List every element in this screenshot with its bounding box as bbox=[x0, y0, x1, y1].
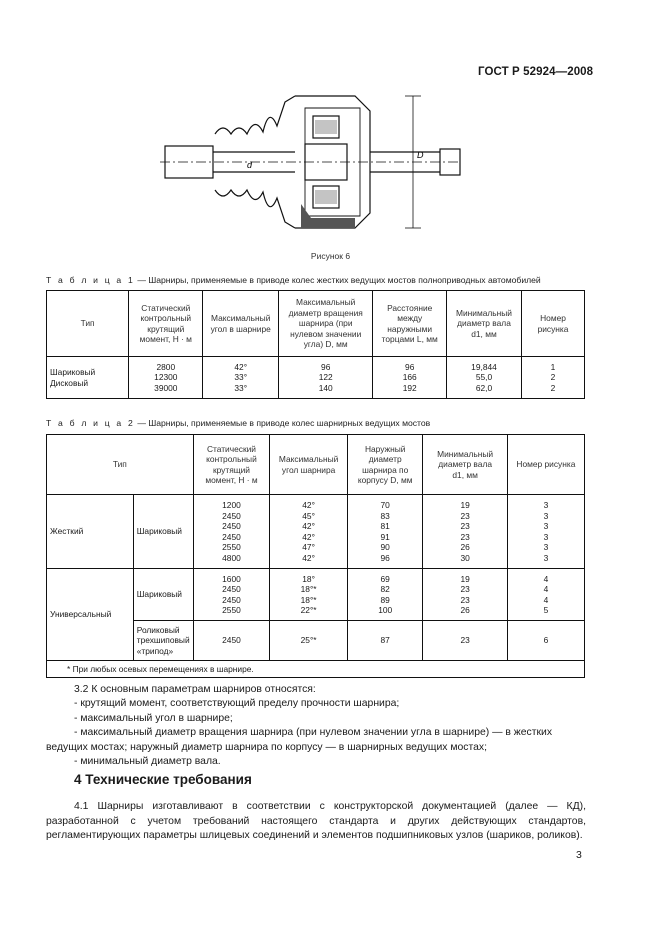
table1-caption-prefix: Т а б л и ц а 1 bbox=[46, 275, 135, 285]
clause-3-2 bbox=[46, 683, 586, 769]
t2-g0-fig: 3 3 3 3 3 3 bbox=[507, 495, 584, 569]
figure-6-drawing bbox=[155, 86, 475, 246]
t1-h-type: Тип bbox=[47, 291, 129, 357]
table-row bbox=[47, 495, 585, 569]
document-standard-number: ГОСТ Р 52924—2008 bbox=[478, 66, 594, 78]
table1-caption bbox=[46, 275, 541, 285]
t2-g0-shaft: 19 23 23 23 26 30 bbox=[423, 495, 507, 569]
t2-g0-diam: 70 83 81 91 90 96 bbox=[347, 495, 423, 569]
t1-type: Шариковый Дисковый bbox=[47, 357, 129, 399]
table-row bbox=[47, 569, 585, 621]
label-D: D bbox=[417, 150, 424, 160]
t2-g1-diam: 69 82 89 100 bbox=[347, 569, 423, 621]
t2-g2-shaft: 23 bbox=[423, 621, 507, 661]
t1-h-dist: Расстояние между наружными торцами L, мм bbox=[373, 291, 447, 357]
list-item: - максимальный диаметр вращения шарнира (при нулевом значении угла в шарнире) — в жестких bbox=[74, 727, 553, 739]
t1-angle: 42° 33° 33° bbox=[203, 357, 279, 399]
t2-h-fig: Номер рисунка bbox=[507, 435, 584, 495]
table1-caption-text: — Шарниры, применяемые в приводе колес жестких ведущих мостов полноприводных автомобилей bbox=[134, 275, 541, 285]
t1-shaft: 19,844 55,0 62,0 bbox=[446, 357, 521, 399]
t1-h-diam: Максимальный диаметр вращения шарнира (при нулевом значении угла) D, мм bbox=[278, 291, 372, 357]
t2-g0-type: Жесткий bbox=[47, 495, 134, 569]
t2-g1-angle: 18° 18°* 18°* 22°* bbox=[270, 569, 348, 621]
t1-diam: 96 122 140 bbox=[278, 357, 372, 399]
t2-g2-subtype: Роликовый трехшиповый «трипод» bbox=[133, 621, 193, 661]
section-4-heading: 4 Технические требования bbox=[74, 772, 252, 787]
t2-g0-subtype: Шариковый bbox=[133, 495, 193, 569]
t2-g1-subtype: Шариковый bbox=[133, 569, 193, 621]
table-1 bbox=[46, 290, 585, 399]
table2-caption bbox=[46, 418, 430, 428]
list-item: - максимальный угол в шарнире; bbox=[74, 712, 233, 724]
clause-3-2-intro: 3.2 К основным параметрам шарниров относятся: bbox=[74, 684, 316, 695]
table2-header-row bbox=[47, 435, 585, 495]
t2-h-angle: Максимальный угол шарнира bbox=[270, 435, 348, 495]
t1-h-fig: Номер рисунка bbox=[522, 291, 585, 357]
boot-bottom bbox=[215, 190, 295, 228]
table1-header-row bbox=[47, 291, 585, 357]
t2-h-shaft: Минимальный диаметр вала d1, мм bbox=[423, 435, 507, 495]
list-item: - минимальный диаметр вала. bbox=[74, 756, 221, 768]
t2-g2-angle: 25°* bbox=[270, 621, 348, 661]
table2-footnote: * При любых осевых перемещениях в шарнире. bbox=[47, 661, 585, 678]
t1-h-shaft: Минимальный диаметр вала d1, мм bbox=[446, 291, 521, 357]
t1-torque: 2800 12300 39000 bbox=[129, 357, 203, 399]
t2-g1-fig: 4 4 4 5 bbox=[507, 569, 584, 621]
table2-footnote-row bbox=[47, 661, 585, 678]
t2-g1-type: Универсальный bbox=[47, 569, 134, 661]
t2-g0-angle: 42° 45° 42° 42° 47° 42° bbox=[270, 495, 348, 569]
clause-4-1: 4.1 Шарниры изготавливают в соответствии с конструкторской документацией (далее — КД), разработанной с учетом требований настоящего стандарта и других действующих стандартов, регламентирующих параметры шлицевых соединений и элементов подшипниковых узлов (шариков, роликов). bbox=[46, 801, 586, 842]
table-row bbox=[47, 357, 585, 399]
table2-caption-text: — Шарниры, применяемые в приводе колес шарнирных ведущих мостов bbox=[134, 418, 431, 428]
t2-g2-diam: 87 bbox=[347, 621, 423, 661]
t2-g2-torque: 2450 bbox=[193, 621, 270, 661]
boot-top bbox=[215, 96, 295, 134]
table2-caption-prefix: Т а б л и ц а 2 bbox=[46, 418, 135, 428]
list-item: - крутящий момент, соответствующий пределу прочности шарнира; bbox=[74, 698, 400, 710]
figure-caption: Рисунок 6 bbox=[310, 251, 351, 261]
label-d: d bbox=[247, 160, 253, 170]
table-2 bbox=[46, 434, 585, 678]
t1-h-angle: Максимальный угол в шарнире bbox=[203, 291, 279, 357]
t1-dist: 96 166 192 bbox=[373, 357, 447, 399]
page-number: 3 bbox=[576, 849, 582, 861]
t1-h-torque: Статический контрольный крутящий момент, Н · м bbox=[129, 291, 203, 357]
t2-g2-fig: 6 bbox=[507, 621, 584, 661]
t2-h-torque: Статический контрольный крутящий момент, Н · м bbox=[193, 435, 270, 495]
t2-g1-torque: 1600 2450 2450 2550 bbox=[193, 569, 270, 621]
t2-h-diam: Наружный диаметр шарнира по корпусу D, мм bbox=[347, 435, 423, 495]
t2-g0-torque: 1200 2450 2450 2450 2550 4800 bbox=[193, 495, 270, 569]
t2-g1-shaft: 19 23 23 26 bbox=[423, 569, 507, 621]
list-item-continuation: ведущих мостах; наружный диаметр шарнира по корпусу — в шарнирных ведущих мостах; bbox=[46, 741, 487, 753]
t2-h-type: Тип bbox=[47, 435, 194, 495]
t1-fig: 1 2 2 bbox=[522, 357, 585, 399]
